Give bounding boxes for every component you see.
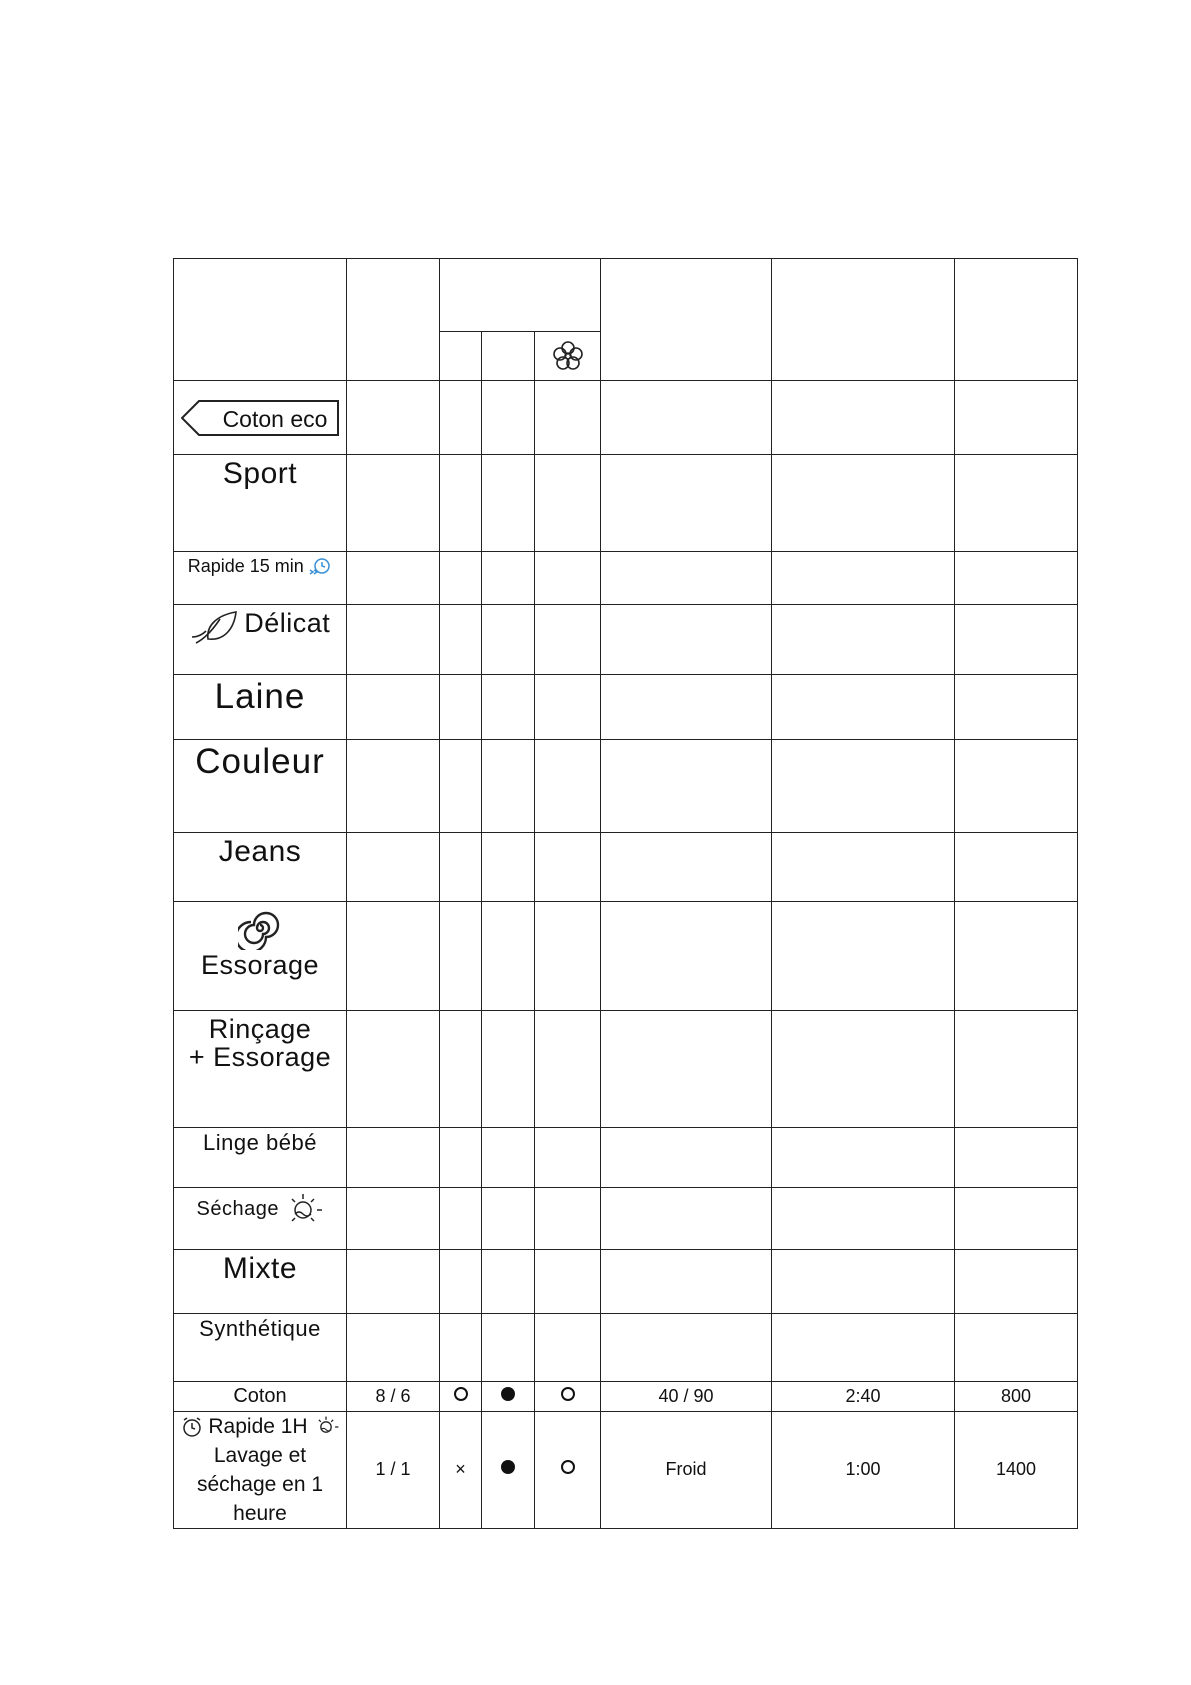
open-circle-icon — [561, 1460, 575, 1474]
open-circle-icon — [454, 1387, 468, 1401]
rapide-1h-speed: 1400 — [955, 1411, 1078, 1528]
couleur-label: Couleur — [195, 741, 325, 781]
header-prewash-cell — [440, 332, 482, 381]
row-essorage — [174, 901, 1078, 1010]
row-coton-eco — [174, 381, 1078, 455]
coton-eco-label: Coton eco — [222, 405, 328, 432]
header-detergent-cell — [440, 259, 601, 332]
rapide-1h-title — [174, 1412, 346, 1441]
program-synthetique — [174, 1313, 347, 1381]
program-rapide-1h — [174, 1411, 347, 1528]
header-wash-cell — [482, 332, 535, 381]
rincage-label: Rinçage — [208, 1014, 312, 1045]
open-circle-icon — [561, 1387, 575, 1401]
program-coton: Coton — [174, 1381, 347, 1411]
essorage-suffix-label: + Essorage — [188, 1042, 332, 1073]
rapide-1h-duration: 1:00 — [772, 1411, 955, 1528]
coton-temperature: 40 / 90 — [601, 1381, 772, 1411]
mixte-label: Mixte — [222, 1252, 298, 1286]
program-sport — [174, 455, 347, 552]
rapide-1h-temperature: Froid — [601, 1411, 772, 1528]
header-program-cell — [174, 259, 347, 381]
row-sechage — [174, 1188, 1078, 1250]
program-rapide-15 — [174, 552, 347, 604]
coton-duration: 2:40 — [772, 1381, 955, 1411]
filled-circle-icon — [501, 1460, 515, 1474]
linge-bebe-label: Linge bébé — [203, 1130, 317, 1156]
jeans-label: Jeans — [218, 834, 302, 868]
row-sport — [174, 455, 1078, 552]
row-linge-bebe — [174, 1128, 1078, 1188]
rapide-1h-load: 1 / 1 — [347, 1411, 440, 1528]
flower-icon — [551, 339, 585, 373]
alarm-clock-icon — [181, 1416, 203, 1438]
header-row-1 — [174, 259, 1078, 332]
filled-circle-icon — [501, 1387, 515, 1401]
cross-icon: × — [455, 1459, 466, 1480]
program-sechage — [174, 1188, 347, 1250]
leaf-icon — [190, 609, 240, 647]
program-linge-bebe — [174, 1128, 347, 1188]
program-laine — [174, 674, 347, 739]
coton-prewash — [440, 1381, 482, 1411]
row-synthetique — [174, 1313, 1078, 1381]
sechage-label: Séchage — [196, 1197, 279, 1220]
program-essorage — [174, 901, 347, 1010]
rapide-1h-prewash — [440, 1411, 482, 1528]
program-delicat — [174, 604, 347, 674]
header-speed-cell — [955, 259, 1078, 381]
rapide-1h-line2: Lavage et — [213, 1443, 307, 1467]
fast-clock-icon — [308, 556, 332, 578]
row-mixte — [174, 1250, 1078, 1313]
coton-wash — [482, 1381, 535, 1411]
program-coton-eco — [174, 381, 347, 455]
program-jeans — [174, 832, 347, 901]
row-jeans — [174, 832, 1078, 901]
delicat-label: Délicat — [244, 607, 331, 638]
rapide-15-label: Rapide 15 min — [187, 555, 304, 576]
rapide-1h-line4: heure — [233, 1501, 287, 1525]
header-softener-cell — [535, 332, 601, 381]
header-load-cell — [347, 259, 440, 381]
row-rapide-1h — [174, 1411, 1078, 1528]
program-rincage-essorage — [174, 1011, 347, 1128]
rapide-1h-softener — [535, 1411, 601, 1528]
rapide-1h-wash — [482, 1411, 535, 1528]
tag-arrow-icon — [181, 400, 217, 436]
row-rapide-15 — [174, 552, 1078, 604]
program-table — [173, 258, 1078, 1529]
row-coton — [174, 1381, 1078, 1411]
coton-speed: 800 — [955, 1381, 1078, 1411]
row-rincage — [174, 1011, 1078, 1128]
rapide-1h-label: Rapide 1H — [208, 1414, 308, 1438]
sport-label: Sport — [222, 457, 298, 491]
rapide-1h-line3: séchage en 1 — [196, 1472, 324, 1496]
synthetique-label: Synthétique — [199, 1315, 321, 1341]
header-duration-cell — [772, 259, 955, 381]
row-laine — [174, 674, 1078, 739]
program-mixte — [174, 1250, 347, 1313]
laine-label: Laine — [214, 676, 306, 716]
essorage-label: Essorage — [200, 949, 320, 980]
row-delicat — [174, 604, 1078, 674]
dry-sun-icon — [313, 1415, 339, 1439]
header-temperature-cell — [601, 259, 772, 381]
dry-sun-icon — [283, 1192, 323, 1228]
spin-spiral-icon — [238, 906, 282, 950]
coton-softener — [535, 1381, 601, 1411]
program-couleur — [174, 739, 347, 832]
coton-load: 8 / 6 — [347, 1381, 440, 1411]
row-couleur — [174, 739, 1078, 832]
coton-eco-tag — [199, 400, 340, 436]
